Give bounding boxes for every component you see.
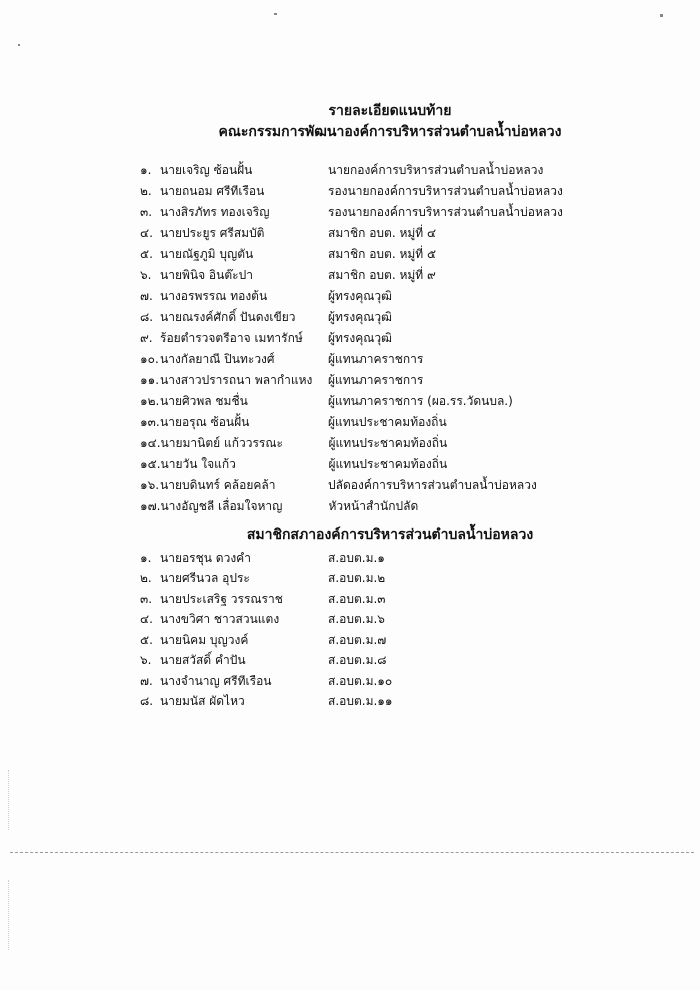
member-name: นายศิวพล ชมชื่น [160,394,248,408]
council-row [140,589,620,610]
member-name: นางอัญชลี เลื่อมใจหาญ [160,499,283,513]
committee-row [140,307,620,328]
member-name: นายมนัส ผัดไหว [160,694,245,709]
scan-speck [274,13,277,15]
row-number: ๑๔. [140,436,161,450]
scan-edge-mark [8,880,9,950]
council-row [140,630,620,651]
row-number: ๑๕. [140,457,161,471]
row-number: ๘. [140,310,154,324]
row-number: ๑. [140,163,152,177]
member-name: นายบดินทร์ คล้อยคล้า [160,478,276,492]
committee-row [140,223,620,244]
member-role: ปลัดองค์การบริหารส่วนตำบลน้ำบ่อหลวง [328,478,537,492]
committee-row [140,265,620,286]
committee-row [140,328,620,349]
scan-speck [660,14,663,17]
row-number: ๗. [140,673,153,688]
row-number: ๙. [140,331,153,345]
scan-edge-mark [8,770,9,830]
committee-row [140,160,620,181]
council-row [140,548,620,569]
member-role: ผู้แทนภาคราชการ [328,373,424,387]
member-role: รองนายกองค์การบริหารส่วนตำบลน้ำบ่อหลวง [328,184,563,198]
row-number: ๔. [140,612,153,627]
committee-row [140,286,620,307]
row-number: ๘. [140,694,154,709]
member-role: ผู้แทนประชาคมท้องถิ่น [328,457,448,471]
member-name: นายประเสริฐ วรรณราช [160,591,283,606]
member-role: ผู้แทนภาคราชการ [328,352,424,366]
committee-row [140,454,620,475]
member-role: ส.อบต.ม.๓ [328,591,386,606]
row-number: ๕. [140,247,153,261]
member-role: ผู้ทรงคุณวุฒิ [328,331,392,345]
row-number: ๒. [140,571,152,586]
member-name: นายอรชุน ดวงคำ [160,550,251,565]
member-role: สมาชิก อบต. หมู่ที่ ๙ [328,268,436,282]
member-name: นายถนอม ศรีทีเรือน [160,184,265,198]
member-role: ส.อบต.ม.๘ [328,653,387,668]
committee-row [140,370,620,391]
row-number: ๓. [140,591,153,606]
committee-row [140,475,620,496]
row-number: ๗. [140,289,153,303]
member-role: ส.อบต.ม.๒ [328,571,386,586]
document-subtitle: คณะกรรมการพัฒนาองค์การบริหารส่วนตำบลน้ำบ่อหลวง [218,124,562,140]
member-name: นายสวัสดิ์ คำปัน [160,653,246,668]
row-number: ๑๒. [140,394,160,408]
member-name: นายเจริญ ซ้อนฝั้น [160,163,253,177]
row-number: ๑๗. [140,499,161,513]
committee-row [140,202,620,223]
member-name: ร้อยตำรวจตรีอาจ เมทารักษ์ [160,331,303,345]
council-row [140,692,620,713]
member-name: นางสิรภัทร ทองเจริญ [160,205,270,219]
council-row [140,671,620,692]
member-name: นายวัน ใจแก้ว [160,457,236,471]
row-number: ๓. [140,205,153,219]
member-role: ส.อบต.ม.๖ [328,612,385,627]
committee-row [140,244,620,265]
committee-list [140,160,620,517]
member-name: นายมานิตย์ แก้ววรรณะ [160,436,283,450]
member-name: นางกัลยาณี ปินทะวงศ์ [160,352,275,366]
member-name: นายพินิจ อินต๊ะปา [160,268,253,282]
scan-fold-line [10,852,694,853]
council-list [140,548,620,712]
committee-row [140,349,620,370]
document-title: รายละเอียดแนบท้าย [328,103,452,119]
row-number: ๕. [140,632,153,647]
row-number: ๒. [140,184,152,198]
member-role: ส.อบต.ม.๗ [328,632,387,647]
row-number: ๑๐. [140,352,159,366]
council-row [140,651,620,672]
row-number: ๖. [140,653,152,668]
row-number: ๑. [140,550,152,565]
member-name: นายประยูร ศรีสมบัติ [160,226,265,240]
member-role: ผู้แทนประชาคมท้องถิ่น [328,415,447,429]
member-role: ผู้แทนประชาคมท้องถิ่น [328,436,448,450]
member-name: นายณรงค์ศักดิ์ ปันดงเขียว [160,310,296,324]
member-role: นายกองค์การบริหารส่วนตำบลน้ำบ่อหลวง [328,163,544,177]
committee-row [140,412,620,433]
member-name: นางสาวปรารถนา พลากำแหง [160,373,313,387]
member-name: นางจำนาญ ศรีทีเรือน [160,673,272,688]
member-role: สมาชิก อบต. หมู่ที่ ๕ [328,247,437,261]
council-row [140,569,620,590]
committee-row [140,496,620,517]
member-role: ผู้ทรงคุณวุฒิ [328,289,392,303]
council-row [140,610,620,631]
member-name: นายณัฐภูมิ บุญตัน [160,247,254,261]
council-section-title: สมาชิกสภาองค์การบริหารส่วนตำบลน้ำบ่อหลวง [246,527,534,543]
member-role: ผู้ทรงคุณวุฒิ [328,310,392,324]
member-role: หัวหน้าสำนักปลัด [328,499,419,513]
member-role: สมาชิก อบต. หมู่ที่ ๔ [328,226,437,240]
scan-speck [18,44,20,46]
member-name: นางอรพรรณ ทองต้น [160,289,268,303]
member-name: นายนิคม บุญวงค์ [160,632,249,647]
member-role: ส.อบต.ม.๑๐ [328,673,393,688]
committee-row [140,391,620,412]
row-number: ๔. [140,226,153,240]
member-name: นางขวิศา ชาวสวนแตง [160,612,280,627]
committee-row [140,181,620,202]
member-role: ส.อบต.ม.๑ [328,550,385,565]
row-number: ๖. [140,268,152,282]
member-role: ส.อบต.ม.๑๑ [328,694,393,709]
row-number: ๑๓. [140,415,160,429]
member-name: นายอรุณ ซ้อนฝั้น [160,415,250,429]
row-number: ๑๑. [140,373,160,387]
member-role: รองนายกองค์การบริหารส่วนตำบลน้ำบ่อหลวง [328,205,563,219]
member-role: ผู้แทนภาคราชการ (ผอ.รร.วัดนบล.) [328,394,513,408]
member-name: นายศรีนวล อุประ [160,571,250,586]
row-number: ๑๖. [140,478,160,492]
committee-row [140,433,620,454]
